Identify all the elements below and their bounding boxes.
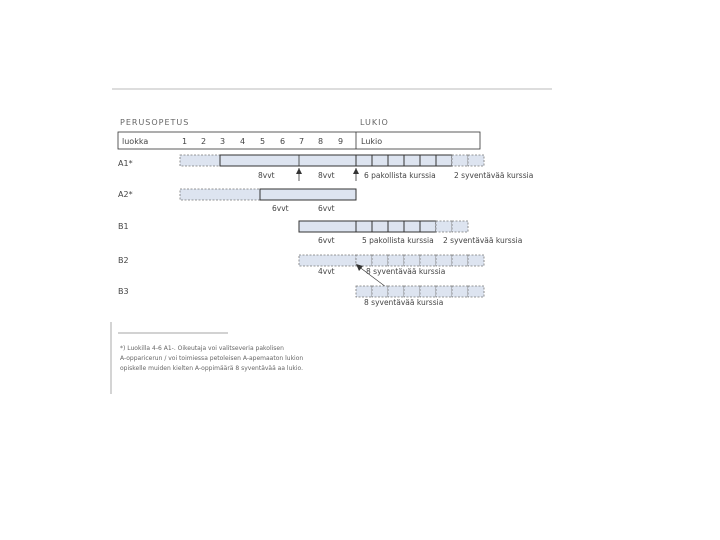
footnote-line-3: opiskelle muiden kielten A-oppimäärä 8 syventävää aa lukio. [120, 365, 304, 372]
b1-lukio-courses-box-7 [452, 221, 468, 232]
b1-lukio-courses [356, 221, 468, 232]
bar-b1 [299, 221, 468, 232]
b1-lukio-courses-box-4 [404, 221, 420, 232]
a1-grades-1-2-dashed [180, 155, 220, 166]
b2-lukio-courses-box-3 [388, 255, 404, 266]
row-label-b2: B2 [118, 256, 129, 265]
grade-row-label: luokka [122, 137, 149, 146]
b2-lukio-courses-box-1 [356, 255, 372, 266]
a2-grades-1-4-dashed [180, 189, 260, 200]
grade-number-8: 8 [318, 137, 324, 146]
b3-lukio-courses [356, 286, 484, 297]
grade-number-7: 7 [299, 137, 305, 146]
footnote-line-1: *) Luokilla 4-6 A1-. Oikeutaja voi valitseveria pakolisen [120, 345, 284, 352]
a1-advanced-courses: 2 syventävää kurssia [454, 171, 534, 180]
row-label-a2: A2* [118, 190, 133, 199]
b3-lukio-courses-box-4 [404, 286, 420, 297]
b2-left-hours: 4vvt [318, 267, 335, 276]
bar-a2 [180, 189, 356, 200]
b3-lukio-courses-box-6 [436, 286, 452, 297]
a1-lukio-courses [356, 155, 484, 166]
b2-lukio-courses-box-8 [468, 255, 484, 266]
bar-a1 [180, 155, 484, 166]
grade-number-4: 4 [240, 137, 246, 146]
a2-grades-5-9 [260, 189, 356, 200]
b2-lukio-courses-box-7 [452, 255, 468, 266]
grade-number-5: 5 [260, 137, 266, 146]
a1-lukio-courses-box-4 [404, 155, 420, 166]
a2-left-hours: 6vvt [272, 204, 289, 213]
b1-lukio-courses-box-6 [436, 221, 452, 232]
grade-number-2: 2 [201, 137, 207, 146]
a1-left-hours: 8vvt [258, 171, 275, 180]
grade-number-6: 6 [280, 137, 286, 146]
b1-lukio-courses-box-5 [420, 221, 436, 232]
row-label-b1: B1 [118, 222, 129, 231]
a1-lukio-courses-box-3 [388, 155, 404, 166]
row-label-a1: A1* [118, 159, 133, 168]
b2-lukio-courses-box-2 [372, 255, 388, 266]
grade-number-3: 3 [220, 137, 226, 146]
b1-mandatory-courses: 5 pakollista kurssia [362, 236, 434, 245]
b2-grades-7-9-dashed [299, 255, 356, 266]
a1-lukio-courses-box-2 [372, 155, 388, 166]
footnote-line-2: A-opparicerun / voi toimiessa petoleisen A-apemaaton lukion [120, 355, 304, 362]
a2-right-hours: 6vvt [318, 204, 335, 213]
b1-lukio-courses-box-2 [372, 221, 388, 232]
b1-grades-7-9 [299, 221, 356, 232]
grade-number-1: 1 [182, 137, 188, 146]
b1-lukio-courses-box-1 [356, 221, 372, 232]
b3-lukio-courses-box-5 [420, 286, 436, 297]
bar-b3 [356, 286, 484, 297]
a1-grades-3-9 [220, 155, 356, 166]
b2-lukio-courses-box-4 [404, 255, 420, 266]
b1-left-hours: 6vvt [318, 236, 335, 245]
a1-lukio-courses-box-5 [420, 155, 436, 166]
header-basic-education: PERUSOPETUS [120, 118, 190, 127]
row-label-b3: B3 [118, 287, 129, 296]
a1-lukio-courses-box-1 [356, 155, 372, 166]
b2-advanced-courses: 8 syventävää kurssia [366, 267, 446, 276]
b3-lukio-courses-box-7 [452, 286, 468, 297]
b3-lukio-courses-box-1 [356, 286, 372, 297]
a1-lukio-courses-box-6 [436, 155, 452, 166]
a1-right-hours: 8vvt [318, 171, 335, 180]
a1-lukio-courses-box-7 [452, 155, 468, 166]
b2-lukio-courses-box-6 [436, 255, 452, 266]
b3-advanced-courses: 8 syventävää kurssia [364, 298, 444, 307]
grade-lukio-label: Lukio [361, 137, 383, 146]
a1-lukio-courses-box-8 [468, 155, 484, 166]
a1-mandatory-courses: 6 pakollista kurssia [364, 171, 436, 180]
b1-lukio-courses-box-3 [388, 221, 404, 232]
b3-lukio-courses-box-3 [388, 286, 404, 297]
b3-lukio-courses-box-8 [468, 286, 484, 297]
b3-lukio-courses-box-2 [372, 286, 388, 297]
header-upper-secondary: LUKIO [360, 118, 389, 127]
a1-arrow-left [296, 168, 302, 181]
b2-lukio-courses-box-5 [420, 255, 436, 266]
b2-lukio-courses [356, 255, 484, 266]
grade-number-9: 9 [338, 137, 344, 146]
bar-b2 [299, 255, 484, 266]
b1-advanced-courses: 2 syventävää kurssia [443, 236, 523, 245]
a1-arrow-right [353, 168, 359, 181]
